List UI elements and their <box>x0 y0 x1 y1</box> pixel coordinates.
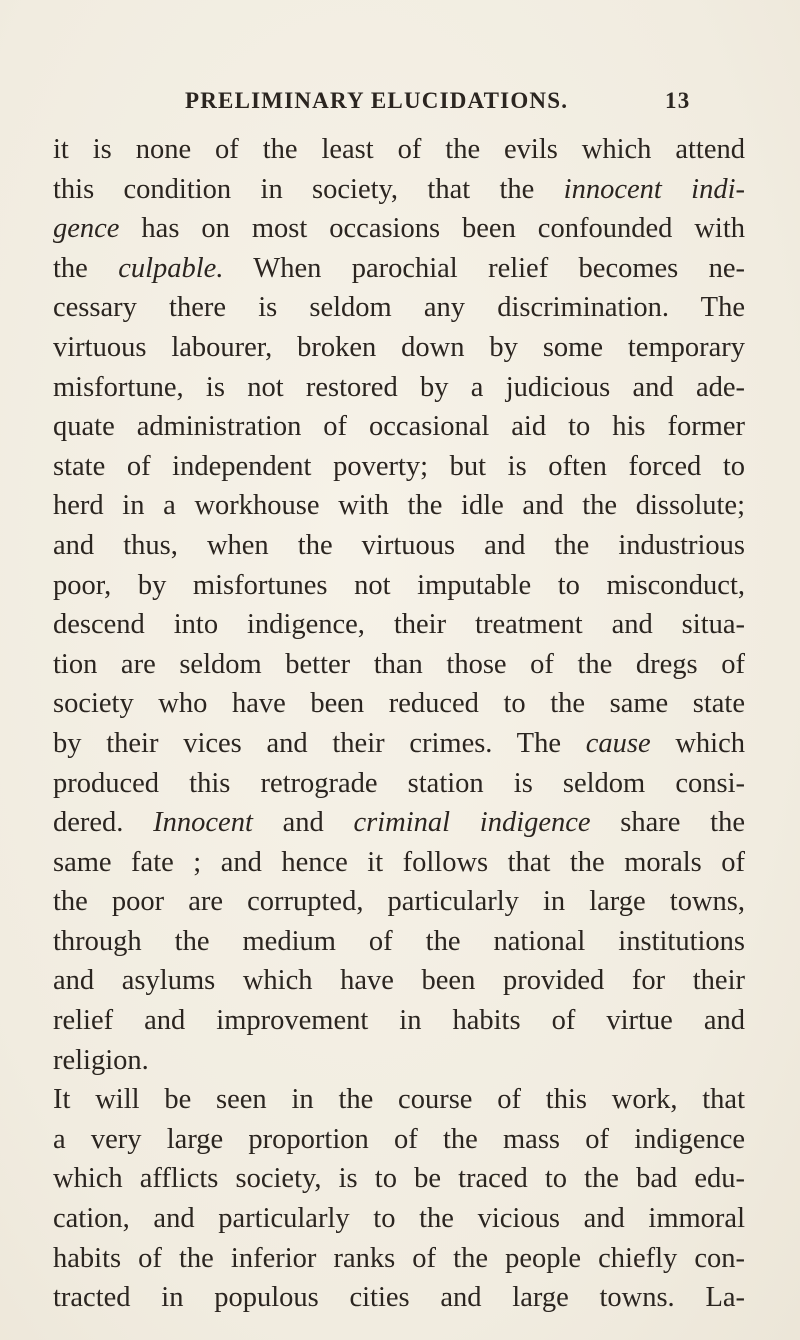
text-segment: the <box>53 252 119 284</box>
text-line <box>53 368 745 408</box>
text-segment: poor, by misfortunes not imputable to misconduct, <box>53 569 745 601</box>
running-head-title: PRELIMINARY ELUCIDATIONS. <box>185 88 569 113</box>
text-segment: It will be seen in the course of this work, that <box>53 1084 745 1116</box>
running-head <box>185 88 705 122</box>
text-line <box>53 1239 745 1279</box>
text-segment: a very large proportion of the mass of indigence <box>53 1123 745 1155</box>
text-segment: relief and improvement in habits of virtue and <box>53 1005 745 1037</box>
text-line <box>53 170 745 210</box>
text-segment: dered. <box>53 807 154 839</box>
text-line <box>53 1041 745 1081</box>
text-line <box>53 803 745 843</box>
text-line <box>53 288 745 328</box>
text-segment: virtuous labourer, broken down by some temporary <box>53 331 745 363</box>
text-segment: which afflicts society, is to be traced to the bad edu- <box>53 1163 745 1195</box>
text-line <box>53 764 745 804</box>
text-line <box>53 209 745 249</box>
text-segment: religion. <box>53 1044 149 1076</box>
text-segment: herd in a workhouse with the idle and the dissolute; <box>53 490 745 522</box>
text-line <box>53 605 745 645</box>
text-line <box>53 566 745 606</box>
italic-text: Innocent <box>153 807 253 839</box>
text-line <box>53 684 745 724</box>
text-segment: has on most occasions been confounded with <box>119 213 745 245</box>
text-segment: cessary there is seldom any discrimination. The <box>53 292 745 324</box>
text-segment: quate administration of occasional aid to his former <box>53 411 745 443</box>
text-segment: this condition in society, that the <box>53 173 564 205</box>
text-segment: share the <box>590 807 745 839</box>
text-segment: which <box>650 727 745 759</box>
text-line <box>53 130 745 170</box>
body-text <box>53 130 745 1318</box>
italic-text: innocent indi- <box>563 173 745 205</box>
text-segment: by their vices and their crimes. The <box>53 727 586 759</box>
text-line <box>53 526 745 566</box>
text-segment: state of independent poverty; but is often forced to <box>53 450 745 482</box>
text-line <box>53 724 745 764</box>
text-line <box>53 1120 745 1160</box>
text-segment: and thus, when the virtuous and the industrious <box>53 529 745 561</box>
text-line <box>53 407 745 447</box>
text-segment: cation, and particularly to the vicious and immoral <box>53 1203 745 1235</box>
text-segment: When parochial relief becomes ne- <box>223 252 746 284</box>
text-line <box>53 486 745 526</box>
page-number: 13 <box>665 88 691 113</box>
text-segment: the poor are corrupted, particularly in large towns, <box>53 886 745 918</box>
text-line <box>53 328 745 368</box>
text-segment: tion are seldom better than those of the dregs of <box>53 648 745 680</box>
text-segment: it is none of the least of the evils which attend <box>53 134 745 165</box>
text-line <box>53 882 745 922</box>
text-line <box>53 1001 745 1041</box>
text-line <box>53 1080 745 1120</box>
text-line <box>53 922 745 962</box>
text-segment: descend into indigence, their treatment and situa- <box>53 609 745 641</box>
text-line <box>53 645 745 685</box>
italic-text: gence <box>53 213 120 245</box>
text-segment: through the medium of the national institutions <box>53 925 745 957</box>
text-line <box>53 1278 745 1318</box>
text-segment: habits of the inferior ranks of the people chiefly con- <box>53 1242 745 1274</box>
text-line <box>53 447 745 487</box>
text-segment: same fate ; and hence it follows that the morals of <box>53 846 745 878</box>
text-line <box>53 961 745 1001</box>
italic-text: culpable. <box>118 252 224 284</box>
text-line <box>53 249 745 289</box>
text-line <box>53 1159 745 1199</box>
text-segment: tracted in populous cities and large towns. La- <box>53 1282 745 1314</box>
italic-text: cause <box>585 727 651 759</box>
text-line <box>53 1199 745 1239</box>
text-segment: misfortune, is not restored by a judicious and ade- <box>53 371 745 403</box>
text-segment: produced this retrograde station is seldom consi- <box>53 767 745 799</box>
text-segment: and asylums which have been provided for their <box>53 965 745 997</box>
text-segment: and <box>252 807 354 839</box>
text-segment: society who have been reduced to the same state <box>53 688 745 720</box>
italic-text: criminal indigence <box>353 807 591 839</box>
text-line <box>53 843 745 883</box>
